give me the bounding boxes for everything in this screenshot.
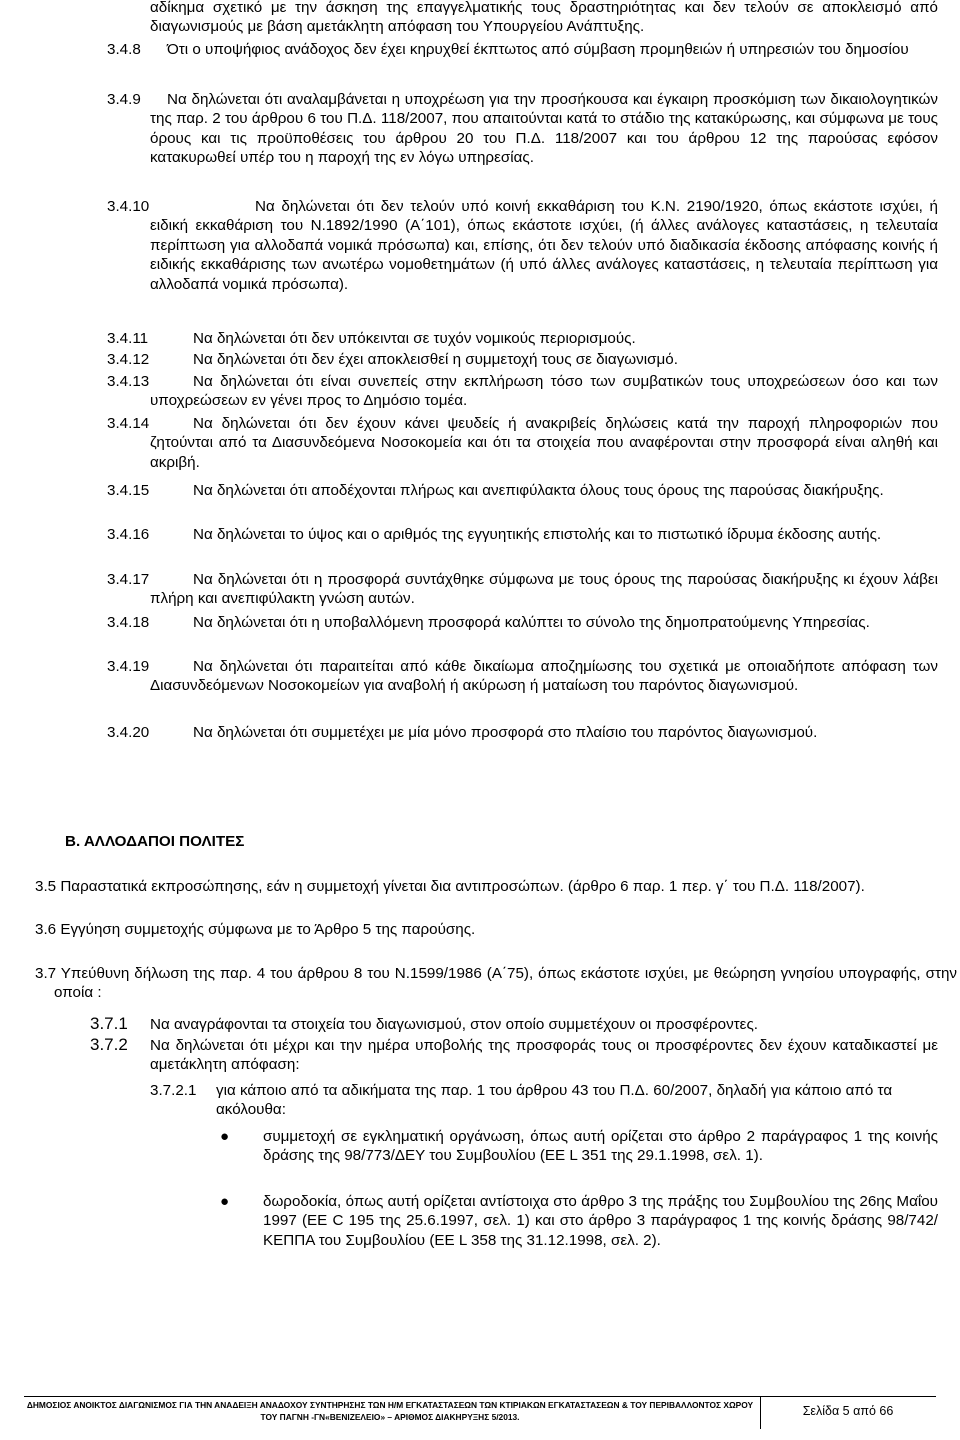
- item-number: 3.7.2.1: [150, 1082, 197, 1099]
- item-number: 3.4.20: [107, 724, 150, 741]
- bullet-icon: ●: [220, 1193, 230, 1210]
- item-number: 3.4.11: [107, 330, 149, 347]
- bullet-item: συμμετοχή σε εγκληματική οργάνωση, όπως αυτή ορίζεται στο άρθρο 2 παράγραφος 1 της κοινής δράσης της 98/773/ΔΕΥ του Συμβουλίου (ΕΕ L 351 της 29.1.1998, σελ. 1).: [263, 1128, 938, 1165]
- item-text: Να δηλώνεται το ύψος και ο αριθμός της εγγυητικής επιστολής και το πιστωτικό ίδρυμα έκδοσης αυτής.: [193, 526, 882, 543]
- paragraph-3-7-2: Να δηλώνεται ότι μέχρι και την ημέρα υποβολής της προσφοράς τους οι προσφέροντες δεν έχουν καταδικαστεί με αμετάκλητη απόφαση:: [150, 1037, 938, 1074]
- item-number: 3.4.19: [107, 658, 150, 675]
- continuation-paragraph: αδίκημα σχετικό με την άσκηση της επαγγελματικής τους δραστηριότητας και δεν τελούν σε αποκλεισμό από διαγωνισμούς με βάση αμετάκλητη απόφαση του Υπουργείου Ανάπτυξης.: [150, 0, 938, 36]
- paragraph-3-7-1: Να αναγράφονται τα στοιχεία του διαγωνισμού, στον οποίο συμμετέχουν οι προσφέροντες.: [150, 1016, 758, 1033]
- paragraph-3-6: 3.6 Εγγύηση συμμετοχής σύμφωνα με το Άρθρο 5 της παρούσης.: [35, 921, 476, 938]
- item-text: Ότι ο υποψήφιος ανάδοχος δεν έχει κηρυχθεί έκπτωτος από σύμβαση προμηθειών ή υπηρεσιών του δημοσίου: [167, 41, 909, 58]
- item-text: Να δηλώνεται ότι παραιτείται από κάθε δικαίωμα αποζημίωσης του σχετικά με οποιαδήποτε απόφαση των Διασυνδεόμενων Νοσοκομείων για αναβολή ή ακύρωση ή ματαίωση του παρόντος διαγωνισμού.: [150, 658, 938, 695]
- item-text: Να δηλώνεται ότι είναι συνεπείς στην εκπλήρωση τόσο των συμβατικών τους υποχρεώσεων όσο και των υποχρεώσεων εν γένει προς το Δημόσιο τομέα.: [150, 373, 938, 410]
- item-number: 3.4.13: [107, 373, 150, 390]
- item-text: Να δηλώνεται ότι δεν τελούν υπό κοινή εκκαθάριση του Κ.Ν. 2190/1920, όπως εκάστοτε ισχύει, ή ειδική εκκαθάριση του Ν.1892/1990 (Α΄101), όπως εκάστοτε ισχύει, (ή άλλες ανάλογες καταστάσεις, η τελευταία περίπτωση για αλλοδαπά νομικά πρόσωπα) και, επίσης, ότι δεν τελούν υπό διαδικασία έκδοσης απόφασης κοινής ή ειδικής εκκαθάρισης των ανωτέρω νομοθετημάτων (ή υπό άλλες ανάλογες καταστάσεις, η τελευταία περίπτωση για αλλοδαπά νομικά πρόσωπα).: [150, 198, 938, 293]
- item-number: 3.4.16: [107, 526, 150, 543]
- item-number: 3.4.12: [107, 351, 150, 368]
- item-number: 3.4.8: [107, 41, 141, 58]
- bullet-item: δωροδοκία, όπως αυτή ορίζεται αντίστοιχα στο άρθρο 3 της πράξης του Συμβουλίου της 26ης Μαΐου 1997 (ΕΕ C 195 της 25.6.1997, σελ. 1) και στο άρθρο 3 παράγραφος 1 της κοινής δράσης 98/742/ΚΕΠΠΑ του Συμβουλίου (ΕΕ L 358 της 31.12.1998, σελ. 2).: [263, 1193, 938, 1249]
- item-text: Να δηλώνεται ότι συμμετέχει με μία μόνο προσφορά στο πλαίσιο του παρόντος διαγωνισμού.: [193, 724, 818, 741]
- item-number: 3.7.2: [90, 1035, 128, 1054]
- item-number: 3.7.1: [90, 1014, 128, 1033]
- paragraph-3-5: 3.5 Παραστατικά εκπροσώπησης, εάν η συμμετοχή γίνεται δια αντιπροσώπων. (άρθρο 6 παρ. 1 περ. γ΄ του Π.Δ. 118/2007).: [35, 878, 865, 895]
- item-text: Να δηλώνεται ότι η προσφορά συντάχθηκε σύμφωνα με τους όρους της παρούσας διακήρυξης κι έχουν λάβει πλήρη και ανεπιφύλακτη γνώση αυτών.: [150, 571, 938, 608]
- item-number: 3.4.18: [107, 614, 150, 631]
- item-number: 3.4.9: [107, 91, 141, 108]
- section-heading: Β. ΑΛΛΟΔΑΠΟΙ ΠΟΛΙΤΕΣ: [65, 833, 245, 850]
- item-text: Να δηλώνεται ότι δεν υπόκεινται σε τυχόν νομικούς περιορισμούς.: [193, 330, 636, 347]
- footer-divider: [24, 1396, 936, 1397]
- item-text: Να δηλώνεται ότι δεν έχει αποκλεισθεί η συμμετοχή τους σε διαγωνισμό.: [193, 351, 678, 368]
- item-number: 3.4.17: [107, 571, 150, 588]
- paragraph-3-7: 3.7 Υπεύθυνη δήλωση της παρ. 4 του άρθρου 8 του Ν.1599/1986 (Α΄75), όπως εκάστοτε ισχύει, με θεώρηση γνησίου υπογραφής, στην οποία :: [35, 965, 957, 1002]
- item-text: Να δηλώνεται ότι η υποβαλλόμενη προσφορά καλύπτει το σύνολο της δημοπρατούμενης Υπηρεσίας.: [193, 614, 870, 631]
- item-number: 3.4.10: [107, 198, 150, 215]
- footer-title: ΔΗΜΟΣΙΟΣ ΑΝΟΙΚΤΟΣ ΔΙΑΓΩΝΙΣΜΟΣ ΓΙΑ ΤΗΝ ΑΝΑΔΕΙΞΗ ΑΝΑΔΟΧΟΥ ΣΥΝΤΗΡΗΣΗΣ ΤΩΝ Η/Μ ΕΓΚΑΤΑΣΤΑΣΕΩΝ ΤΩΝ ΚΤΙΡΙΑΚΩΝ ΕΓΚΑΤΑΣΤΑΣΕΩΝ & ΤΟΥ ΠΕΡΙΒΑΛΛΟΝΤΟΣ ΧΩΡΟΥ ΤΟΥ ΠΑΓΝΗ -ΓΝ«ΒΕΝΙΖΕΛΕΙΟ» – ΑΡΙΘΜΟΣ ΔΙΑΚΗΡΥΞΗΣ 5/2013.: [26, 1400, 754, 1422]
- bullet-icon: ●: [220, 1128, 230, 1145]
- item-number: 3.4.15: [107, 482, 150, 499]
- item-text: Να δηλώνεται ότι αποδέχονται πλήρως και ανεπιφύλακτα όλους τους όρους της παρούσας διακήρυξης.: [193, 482, 884, 499]
- page-number: Σελίδα 5 από 66: [802, 1404, 894, 1418]
- item-text: Να δηλώνεται ότι δεν έχουν κάνει ψευδείς ή ανακριβείς δηλώσεις κατά την παροχή πληροφοριών που ζητούνται από τα Διασυνδεόμενα Νοσοκομεία και ότι τα στοιχεία που αναφέρονται στην προσφορά είναι αληθή και ακριβή.: [150, 415, 938, 471]
- item-text: Να δηλώνεται ότι αναλαμβάνεται η υποχρέωση για την προσήκουσα και έγκαιρη προσκόμιση των δικαιολογητικών της παρ. 2 του άρθρου 6 του Π.Δ. 118/2007, που απαιτούνται κατά το στάδιο της κατακύρωσης, και σύμφωνα με τους όρους και τις προϋποθέσεις του άρθρου 20 του Π.Δ. 118/2007 και του άρθρου 12 της παρούσας εφόσον κατακυρωθεί υπέρ του η παροχή της εν λόγω υπηρεσίας.: [150, 91, 938, 167]
- paragraph-3-7-2-1: για κάποιο από τα αδικήματα της παρ. 1 του άρθρου 43 του Π.Δ. 60/2007, δηλαδή για κάποιο από τα ακόλουθα:: [216, 1082, 893, 1119]
- item-number: 3.4.14: [107, 415, 150, 432]
